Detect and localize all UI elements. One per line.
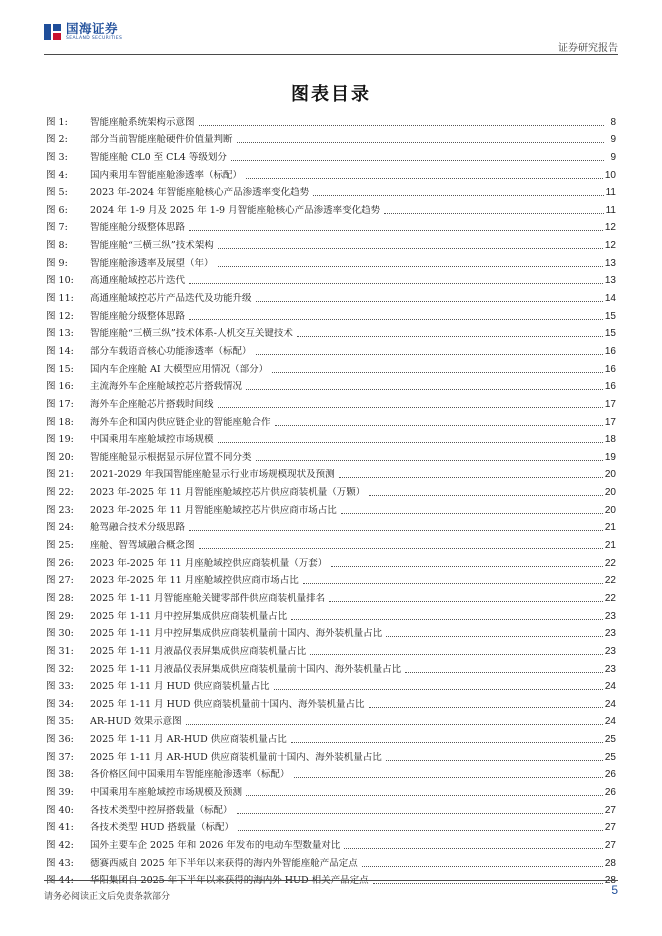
toc-entry[interactable]	[46, 110, 616, 128]
figure-page-number: 22	[604, 592, 616, 604]
dot-leader	[373, 883, 603, 884]
figure-number: 图 10:	[46, 275, 74, 287]
toc-entry[interactable]	[46, 604, 616, 622]
dot-leader	[291, 742, 603, 743]
figure-number: 图 38:	[46, 769, 74, 781]
toc-entry[interactable]	[46, 357, 616, 375]
dot-leader	[238, 830, 603, 831]
figure-page-number: 23	[604, 645, 616, 657]
figure-title: 国内车企座舱 AI 大模型应用情况（部分）	[90, 363, 269, 375]
figure-page-number: 24	[604, 716, 616, 728]
figure-title: 2025 年 1-11 月 AR-HUD 供应商装机量前十国内、海外装机量占比	[90, 751, 382, 763]
figure-title: 2023 年-2025 年 11 月智能座舱域控芯片供应商装机量（万颗）	[90, 487, 366, 499]
toc-entry[interactable]	[46, 286, 616, 304]
figure-page-number: 23	[604, 610, 616, 622]
dot-leader	[189, 530, 603, 531]
toc-entry[interactable]	[46, 480, 616, 498]
footer-disclaimer: 请务必阅读正文后免责条款部分	[44, 892, 171, 902]
figure-title: 2023 年-2024 年智能座舱核心产品渗透率变化趋势	[90, 187, 310, 199]
figure-number: 图 19:	[46, 434, 74, 446]
toc-entry[interactable]	[46, 463, 616, 481]
toc-entry[interactable]	[46, 692, 616, 710]
toc-entry[interactable]	[46, 181, 616, 199]
page-header	[44, 22, 618, 52]
figure-page-number: 16	[604, 381, 616, 393]
figure-title: 部分车载语音核心功能渗透率（标配）	[90, 345, 252, 357]
dot-leader	[310, 654, 603, 655]
figure-number: 图 23:	[46, 504, 74, 516]
figure-title: 各技术类型 HUD 搭载量（标配）	[90, 822, 234, 834]
toc-entry[interactable]	[46, 498, 616, 516]
dot-leader	[341, 513, 603, 514]
toc-entry[interactable]	[46, 622, 616, 640]
figure-title: 智能座舱分级整体思路	[90, 222, 186, 234]
figure-title: 各价格区间中国乘用车智能座舱渗透率（标配）	[90, 769, 290, 781]
toc-entry[interactable]	[46, 780, 616, 798]
figure-page-number: 15	[604, 310, 616, 322]
toc-entry[interactable]	[46, 586, 616, 604]
dot-leader	[313, 195, 604, 196]
figure-title: 各技术类型中控屏搭载量（标配）	[90, 804, 233, 816]
figure-number: 图 16:	[46, 381, 74, 393]
figure-number: 图 27:	[46, 575, 74, 587]
figure-number: 图 7:	[46, 222, 68, 234]
toc-entry[interactable]	[46, 763, 616, 781]
dot-leader	[303, 583, 603, 584]
toc-entry[interactable]	[46, 392, 616, 410]
figure-number: 图 41:	[46, 822, 74, 834]
figure-page-number: 21	[604, 522, 616, 534]
figure-page-number: 16	[604, 345, 616, 357]
toc-entry[interactable]	[46, 833, 616, 851]
figure-title: 2025 年 1-11 月 HUD 供应商装机量占比	[90, 681, 270, 693]
toc-entry[interactable]	[46, 128, 616, 146]
dot-leader	[189, 230, 603, 231]
figure-page-number: 22	[604, 557, 616, 569]
figure-page-number: 26	[604, 769, 616, 781]
figure-number: 图 1:	[46, 116, 68, 128]
dot-leader	[256, 460, 603, 461]
figure-number: 图 32:	[46, 663, 74, 675]
dot-leader	[246, 178, 603, 179]
figure-number: 图 6:	[46, 204, 68, 216]
figure-number: 图 21:	[46, 469, 74, 481]
dot-leader	[274, 689, 603, 690]
toc-entry[interactable]	[46, 657, 616, 675]
figure-page-number: 27	[604, 804, 616, 816]
figure-number: 图 39:	[46, 786, 74, 798]
figure-title: 舱驾融合技术分级思路	[90, 522, 186, 534]
report-type-label: 证券研究报告	[558, 43, 618, 54]
dot-leader	[199, 125, 604, 126]
figure-number: 图 29:	[46, 610, 74, 622]
figure-page-number: 11	[605, 204, 616, 216]
dot-leader	[291, 619, 603, 620]
figure-number: 图 8:	[46, 240, 68, 252]
dot-leader	[246, 795, 603, 796]
figure-page-number: 13	[604, 257, 616, 269]
figure-number: 图 24:	[46, 522, 74, 534]
figure-page-number: 20	[604, 504, 616, 516]
figure-number: 图 40:	[46, 804, 74, 816]
figure-title: 高通座舱域控芯片迭代	[90, 275, 186, 287]
figure-page-number: 17	[604, 398, 616, 410]
figure-title: 主流海外车企座舱域控芯片搭载情况	[90, 381, 243, 393]
dot-leader	[237, 813, 603, 814]
dot-leader	[272, 372, 603, 373]
toc-entry[interactable]	[46, 569, 616, 587]
figure-title: 智能座舱分级整体思路	[90, 310, 186, 322]
toc-entry[interactable]	[46, 516, 616, 534]
toc-entry[interactable]	[46, 851, 616, 869]
figure-number: 图 3:	[46, 151, 68, 163]
figure-title: 2025 年 1-11 月 AR-HUD 供应商装机量占比	[90, 734, 287, 746]
figure-page-number: 23	[604, 628, 616, 640]
figure-number: 图 26:	[46, 557, 74, 569]
figure-title: 海外车企和国内供应链企业的智能座舱合作	[90, 416, 271, 428]
figure-title: AR-HUD 效果示意图	[90, 716, 182, 728]
figure-title: 2021-2029 年我国智能座舱显示行业市场规模现状及预测	[90, 469, 335, 481]
dot-leader	[186, 724, 603, 725]
figure-number: 图 18:	[46, 416, 74, 428]
dot-leader	[297, 336, 603, 337]
figure-page-number: 20	[604, 469, 616, 481]
toc-entry[interactable]	[46, 233, 616, 251]
figure-page-number: 8	[610, 116, 616, 128]
figure-number: 图 36:	[46, 734, 74, 746]
dot-leader	[386, 760, 603, 761]
toc-entry[interactable]	[46, 322, 616, 340]
toc-entry[interactable]	[46, 216, 616, 234]
dot-leader	[344, 848, 602, 849]
figure-title: 部分当前智能座舱硬件价值量判断	[90, 134, 233, 146]
figure-page-number: 18	[604, 434, 616, 446]
figure-page-number: 21	[604, 540, 616, 552]
figure-title: 智能座舱渗透率及展望（年）	[90, 257, 214, 269]
company-logo	[44, 22, 122, 42]
dot-leader	[189, 283, 603, 284]
toc-entry[interactable]	[46, 428, 616, 446]
logo-icon	[44, 22, 62, 42]
figure-page-number: 22	[604, 575, 616, 587]
toc-entry[interactable]	[46, 251, 616, 269]
figure-title: 中国乘用车座舱域控市场规模	[90, 434, 214, 446]
figure-number: 图 37:	[46, 751, 74, 763]
figure-page-number: 12	[604, 240, 616, 252]
figure-page-number: 13	[604, 275, 616, 287]
figure-page-number: 12	[604, 222, 616, 234]
figure-number: 图 34:	[46, 698, 74, 710]
figure-number: 图 4:	[46, 169, 68, 181]
dot-leader	[339, 477, 603, 478]
figure-title: 2024 年 1-9 月及 2025 年 1-9 月智能座舱核心产品渗透率变化趋势	[90, 204, 381, 216]
dot-leader	[189, 319, 603, 320]
figure-page-number: 27	[604, 839, 616, 851]
figure-title: 海外车企座舱芯片搭载时间线	[90, 398, 214, 410]
figure-page-number: 9	[610, 151, 616, 163]
toc-entry[interactable]	[46, 533, 616, 551]
toc-entry[interactable]	[46, 639, 616, 657]
figure-number: 图 43:	[46, 857, 74, 869]
figure-title: 2025 年 1-11 月液晶仪表屏集成供应商装机量前十国内、海外装机量占比	[90, 663, 402, 675]
figure-page-number: 19	[604, 451, 616, 463]
dot-leader	[199, 548, 603, 549]
figure-number: 图 11:	[46, 293, 74, 305]
toc-entry[interactable]	[46, 375, 616, 393]
figure-page-number: 15	[604, 328, 616, 340]
toc-entry[interactable]	[46, 410, 616, 428]
logo-name-en: SEALAND SECURITIES	[66, 36, 123, 41]
figure-toc-list	[46, 110, 616, 886]
figure-title: 国外主要车企 2025 年和 2026 年发布的电动车型数量对比	[90, 839, 341, 851]
figure-page-number: 25	[604, 751, 616, 763]
figure-title: 2023 年-2025 年 11 月智能座舱域控芯片供应商市场占比	[90, 504, 337, 516]
logo-name-cn: 国海证券	[66, 20, 119, 36]
dot-leader	[362, 866, 603, 867]
figure-page-number: 16	[604, 363, 616, 375]
figure-page-number: 25	[604, 734, 616, 746]
figure-page-number: 9	[610, 134, 616, 146]
figure-number: 图 15:	[46, 363, 74, 375]
dot-leader	[405, 672, 603, 673]
figure-number: 图 5:	[46, 187, 68, 199]
figure-page-number: 24	[604, 698, 616, 710]
page-number: 5	[611, 883, 618, 897]
figure-page-number: 14	[604, 293, 616, 305]
figure-number: 图 17:	[46, 398, 74, 410]
dot-leader	[218, 266, 603, 267]
figure-number: 图 28:	[46, 592, 74, 604]
figure-number: 图 25:	[46, 540, 74, 552]
toc-entry[interactable]	[46, 551, 616, 569]
figure-number: 图 30:	[46, 628, 74, 640]
figure-title: 2025 年 1-11 月智能座舱关键零部件供应商装机量排名	[90, 592, 326, 604]
dot-leader	[369, 707, 603, 708]
figure-number: 图 2:	[46, 134, 68, 146]
figure-title: 智能座舱系统架构示意图	[90, 116, 195, 128]
figure-title: 2025 年 1-11 月液晶仪表屏集成供应商装机量占比	[90, 645, 307, 657]
dot-leader	[218, 442, 603, 443]
dot-leader	[246, 389, 603, 390]
figure-number: 图 13:	[46, 328, 74, 340]
figure-number: 图 9:	[46, 257, 68, 269]
figure-page-number: 23	[604, 663, 616, 675]
toc-title: 图表目录	[291, 84, 371, 105]
figure-page-number: 11	[605, 187, 616, 199]
figure-title: 2025 年 1-11 月 HUD 供应商装机量前十国内、海外装机量占比	[90, 698, 365, 710]
figure-page-number: 17	[604, 416, 616, 428]
figure-title: 2023 年-2025 年 11 月座舱域控供应商装机量（万套）	[90, 557, 328, 569]
figure-number: 图 12:	[46, 310, 74, 322]
figure-title: 智能座舱“三横三纵”技术体系-人机交互关键技术	[90, 328, 293, 340]
figure-title: 智能座舱显示根据显示屏位置不同分类	[90, 451, 252, 463]
dot-leader	[256, 301, 603, 302]
header-divider	[44, 54, 618, 55]
toc-entry[interactable]	[46, 745, 616, 763]
figure-number: 图 35:	[46, 716, 74, 728]
figure-page-number: 20	[604, 487, 616, 499]
figure-title: 中国乘用车座舱域控市场规模及预测	[90, 786, 243, 798]
figure-title: 座舱、智驾域融合概念图	[90, 540, 195, 552]
dot-leader	[256, 354, 603, 355]
toc-entry[interactable]	[46, 269, 616, 287]
figure-number: 图 33:	[46, 681, 74, 693]
toc-entry[interactable]	[46, 304, 616, 322]
figure-number: 图 20:	[46, 451, 74, 463]
figure-page-number: 10	[604, 169, 616, 181]
figure-page-number: 26	[604, 786, 616, 798]
toc-entry[interactable]	[46, 798, 616, 816]
dot-leader	[218, 407, 603, 408]
toc-entry[interactable]	[46, 869, 616, 887]
toc-entry[interactable]	[46, 163, 616, 181]
figure-title: 智能座舱“三横三纵”技术架构	[90, 240, 214, 252]
dot-leader	[237, 142, 604, 143]
figure-number: 图 31:	[46, 645, 74, 657]
toc-entry[interactable]	[46, 816, 616, 834]
toc-entry[interactable]	[46, 727, 616, 745]
dot-leader	[218, 248, 603, 249]
figure-title: 2025 年 1-11 月中控屏集成供应商装机量占比	[90, 610, 288, 622]
dot-leader	[384, 213, 604, 214]
dot-leader	[329, 601, 603, 602]
figure-title: 2023 年-2025 年 11 月座舱域控供应商市场占比	[90, 575, 299, 587]
figure-title: 2025 年 1-11 月中控屏集成供应商装机量前十国内、海外装机量占比	[90, 628, 383, 640]
dot-leader	[386, 636, 603, 637]
toc-entry[interactable]	[46, 445, 616, 463]
toc-entry[interactable]	[46, 198, 616, 216]
dot-leader	[369, 495, 603, 496]
footer-divider	[44, 880, 618, 881]
toc-entry[interactable]	[46, 675, 616, 693]
figure-page-number: 27	[604, 822, 616, 834]
dot-leader	[294, 777, 603, 778]
figure-page-number: 24	[604, 681, 616, 693]
figure-title: 德赛西威自 2025 年下半年以来获得的海内外智能座舱产品定点	[90, 857, 358, 869]
toc-entry[interactable]	[46, 339, 616, 357]
figure-title: 高通座舱域控芯片产品迭代及功能升级	[90, 293, 252, 305]
figure-number: 图 42:	[46, 839, 74, 851]
figure-page-number: 28	[604, 857, 616, 869]
toc-entry[interactable]	[46, 145, 616, 163]
figure-title: 国内乘用车智能座舱渗透率（标配）	[90, 169, 243, 181]
dot-leader	[231, 160, 604, 161]
dot-leader	[331, 566, 603, 567]
toc-entry[interactable]	[46, 710, 616, 728]
figure-number: 图 22:	[46, 487, 74, 499]
figure-title: 智能座舱 CL0 至 CL4 等级划分	[90, 151, 227, 163]
figure-number: 图 14:	[46, 345, 74, 357]
dot-leader	[275, 425, 603, 426]
